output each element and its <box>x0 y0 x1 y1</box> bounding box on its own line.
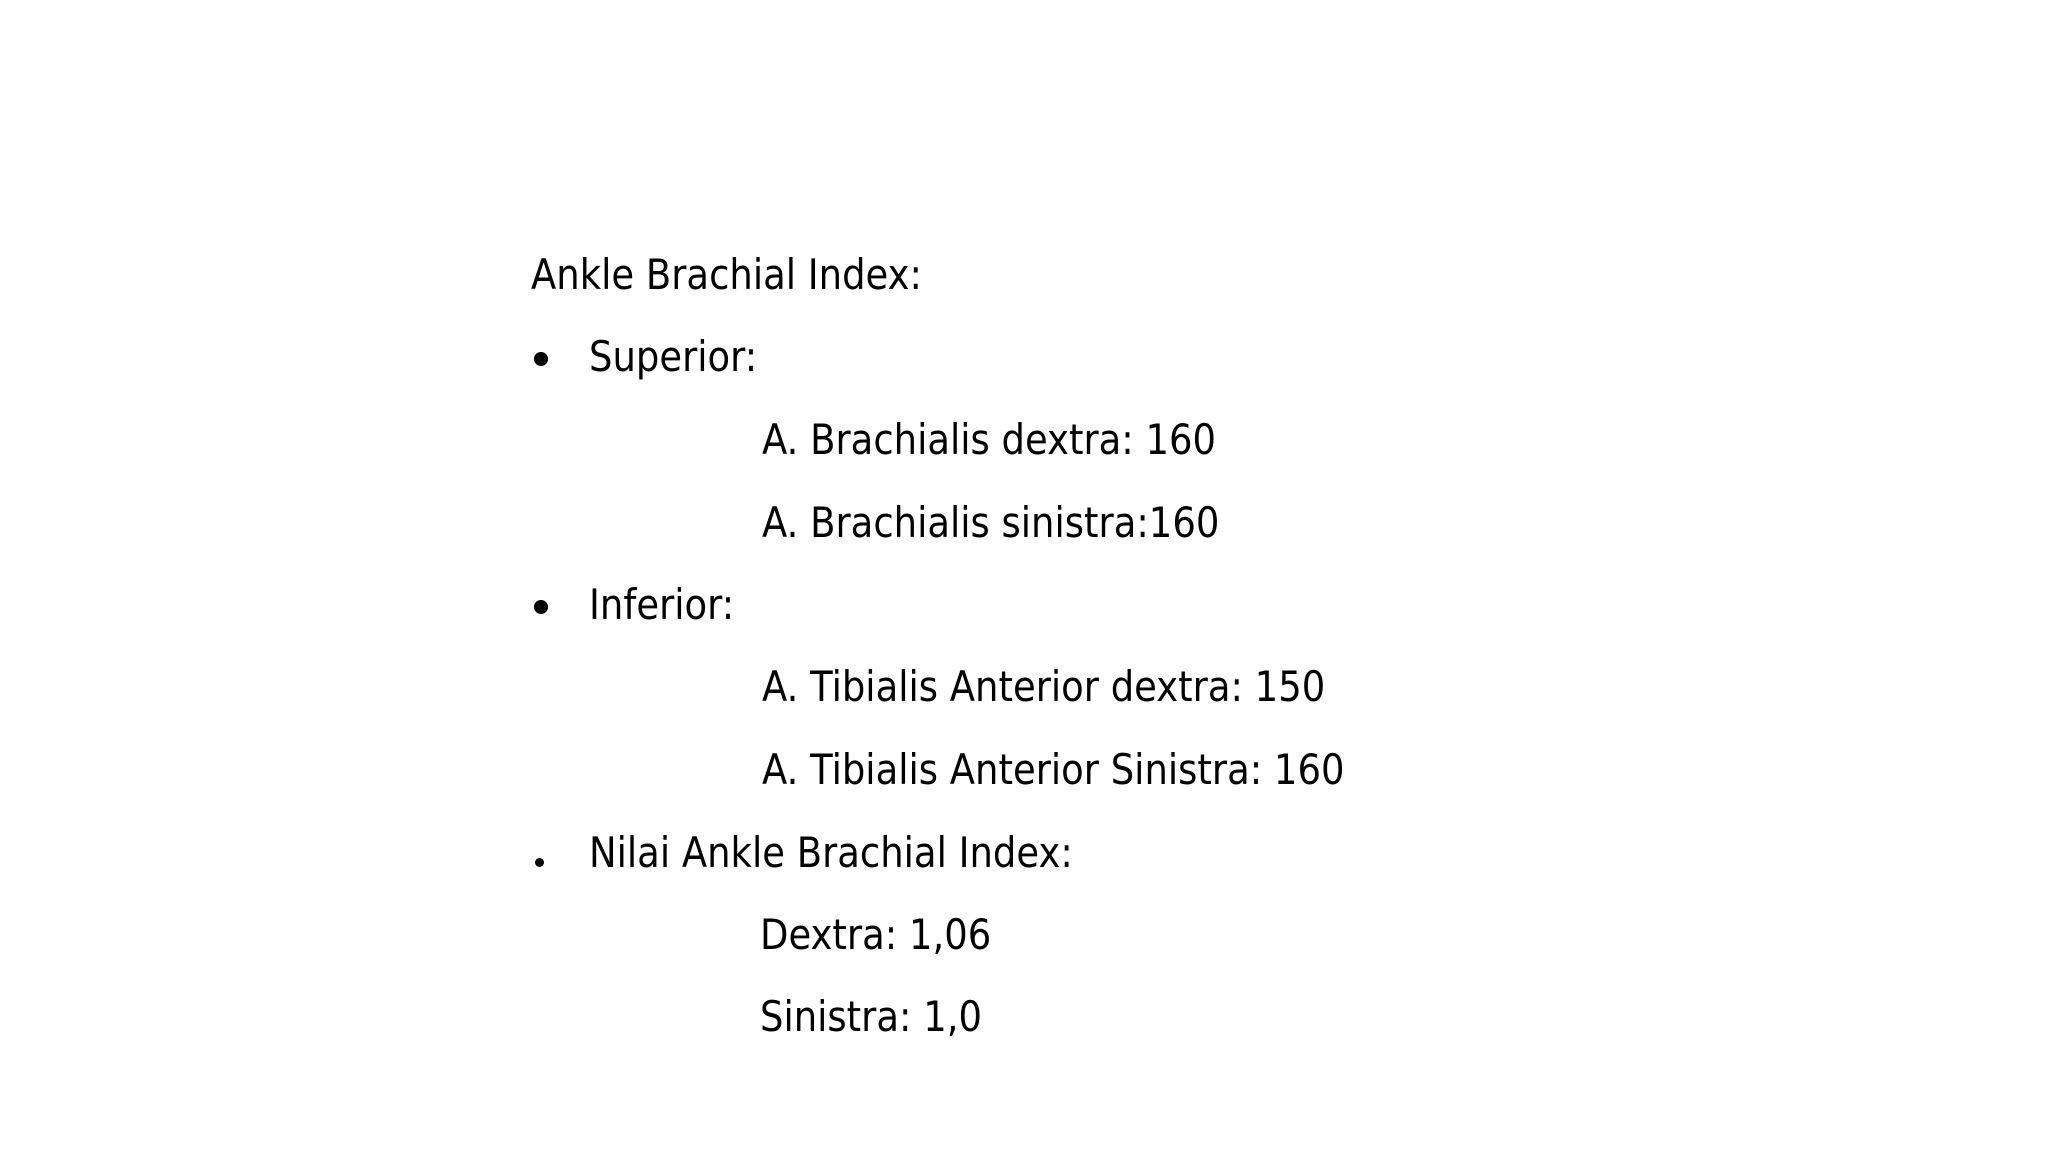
bullet-icon <box>534 352 548 366</box>
bullet-icon <box>535 858 544 867</box>
list-item: Dextra: 1,06 <box>760 910 992 959</box>
list-item: A. Tibialis Anterior dextra: 150 <box>762 662 1326 711</box>
list-item: A. Tibialis Anterior Sinistra: 160 <box>762 745 1345 794</box>
list-item: A. Brachialis sinistra:160 <box>762 498 1220 547</box>
section-label-inferior: Inferior: <box>589 580 735 629</box>
section-label-superior: Superior: <box>589 332 758 381</box>
list-item: A. Brachialis dextra: 160 <box>762 415 1217 464</box>
list-item: Sinistra: 1,0 <box>760 992 983 1041</box>
bullet-icon <box>534 600 548 614</box>
section-label-abi-value: Nilai Ankle Brachial Index: <box>589 828 1073 877</box>
document-title: Ankle Brachial Index: <box>531 250 922 299</box>
